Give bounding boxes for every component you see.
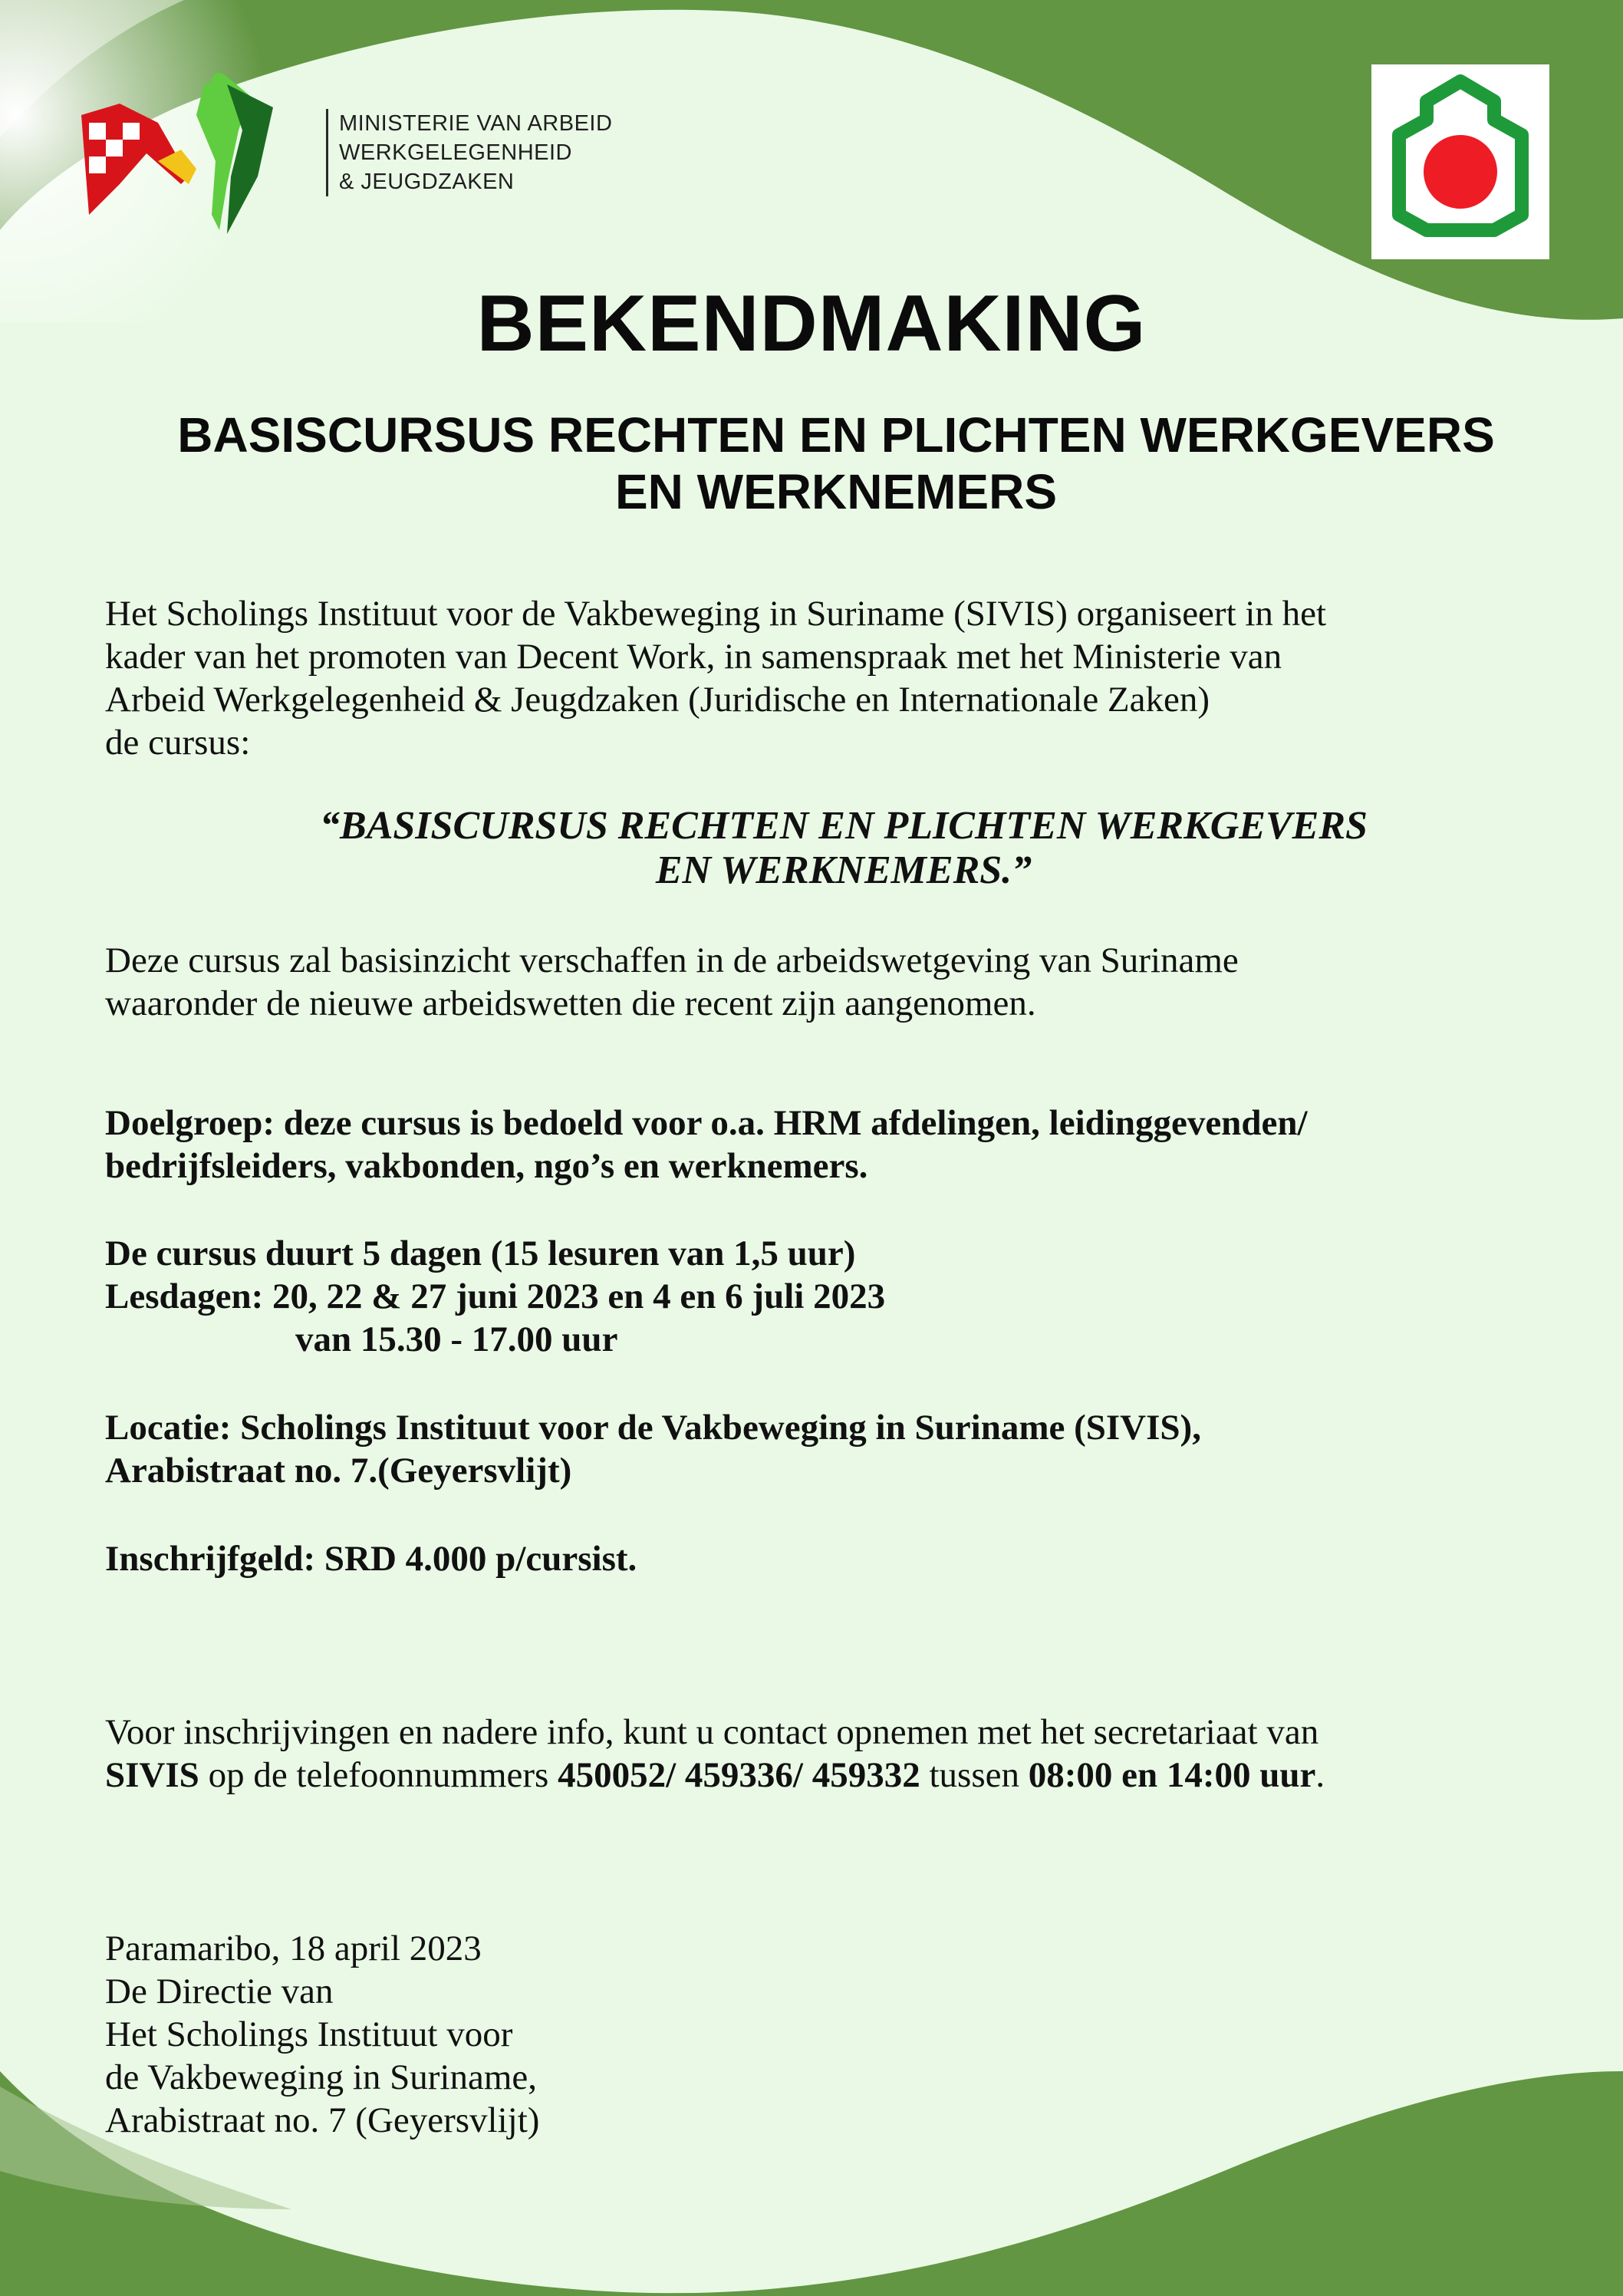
sivis-logo [1371, 64, 1549, 259]
quote-line: “BASISCURSUS RECHTEN EN PLICHTEN WERKGEVERS [320, 804, 1368, 848]
signature-line: Paramaribo, 18 april 2023 [105, 1929, 482, 1968]
signature-line: De Directie van [105, 1972, 334, 2011]
quote-line: EN WERKNEMERS.” [655, 848, 1032, 892]
location-line: Arabistraat no. 7.(Geyersvlijt) [105, 1451, 572, 1491]
intro-line: kader van het promoten van Decent Work, in samenspraak met het Ministerie van [105, 637, 1282, 677]
contact-text: tussen [920, 1755, 1029, 1795]
contact-org: SIVIS [105, 1755, 199, 1795]
course-schedule [105, 1232, 885, 1361]
page-title: BEKENDMAKING [476, 279, 1147, 368]
target-group [105, 1102, 1308, 1188]
schedule-line: De cursus duurt 5 dagen (15 lesuren van 1,5 uur) [105, 1234, 856, 1273]
intro-line: Het Scholings Instituut voor de Vakbeweging in Suriname (SIVIS) organiseert in het [105, 594, 1327, 634]
course-name-quote [0, 804, 1623, 893]
subtitle-line: BASISCURSUS RECHTEN EN PLICHTEN WERKGEVERS [177, 407, 1495, 463]
contact-info [105, 1711, 1325, 1797]
signature-line: de Vakbeweging in Suriname, [105, 2057, 538, 2097]
target-line: Doelgroep: deze cursus is bedoeld voor o.a. HRM afdelingen, leidinggevenden/ [105, 1103, 1308, 1143]
registration-fee: Inschrijfgeld: SRD 4.000 p/cursist. [105, 1539, 637, 1579]
schedule-line: van 15.30 - 17.00 uur [295, 1319, 618, 1359]
contact-phones: 450052/ 459336/ 459332 [558, 1755, 920, 1795]
location-line: Locatie: Scholings Instituut voor de Vakbeweging in Suriname (SIVIS), [105, 1408, 1201, 1448]
intro-line: Arbeid Werkgelegenheid & Jeugdzaken (Juridische en Internationale Zaken) [105, 680, 1210, 720]
contact-text: op de telefoonnummers [199, 1755, 558, 1795]
course-description [105, 939, 1239, 1025]
contact-text: . [1315, 1755, 1325, 1795]
ministry-name-line: WERKGELEGENHEID [339, 140, 572, 165]
signature-line: Arabistraat no. 7 (Geyersvlijt) [105, 2100, 540, 2140]
intro-paragraph [105, 592, 1326, 764]
description-line: Deze cursus zal basisinzicht verschaffen in de arbeidswetgeving van Suriname [105, 940, 1239, 980]
signature-line: Het Scholings Instituut voor [105, 2014, 513, 2054]
intro-line: de cursus: [105, 723, 251, 763]
description-line: waaronder de nieuwe arbeidswetten die recent zijn aangenomen. [105, 983, 1036, 1023]
course-subtitle [92, 407, 1580, 520]
contact-hours: 08:00 en 14:00 uur [1028, 1755, 1316, 1795]
subtitle-line: EN WERKNEMERS [614, 464, 1058, 519]
ministry-logo [74, 69, 327, 238]
target-line: bedrijfsleiders, vakbonden, ngo’s en werknemers. [105, 1146, 868, 1186]
signature-block [105, 1927, 539, 2142]
contact-line [105, 1754, 1325, 1797]
course-location [105, 1406, 1201, 1492]
schedule-line: Lesdagen: 20, 22 & 27 juni 2023 en 4 en 6 juli 2023 [105, 1276, 886, 1316]
ministry-name-line: & JEUGDZAKEN [339, 170, 515, 194]
contact-line: Voor inschrijvingen en nadere info, kunt u contact opnemen met het secretariaat van [105, 1712, 1319, 1752]
ministry-name-line: MINISTERIE VAN ARBEID [339, 111, 613, 136]
ministry-name [326, 109, 612, 196]
